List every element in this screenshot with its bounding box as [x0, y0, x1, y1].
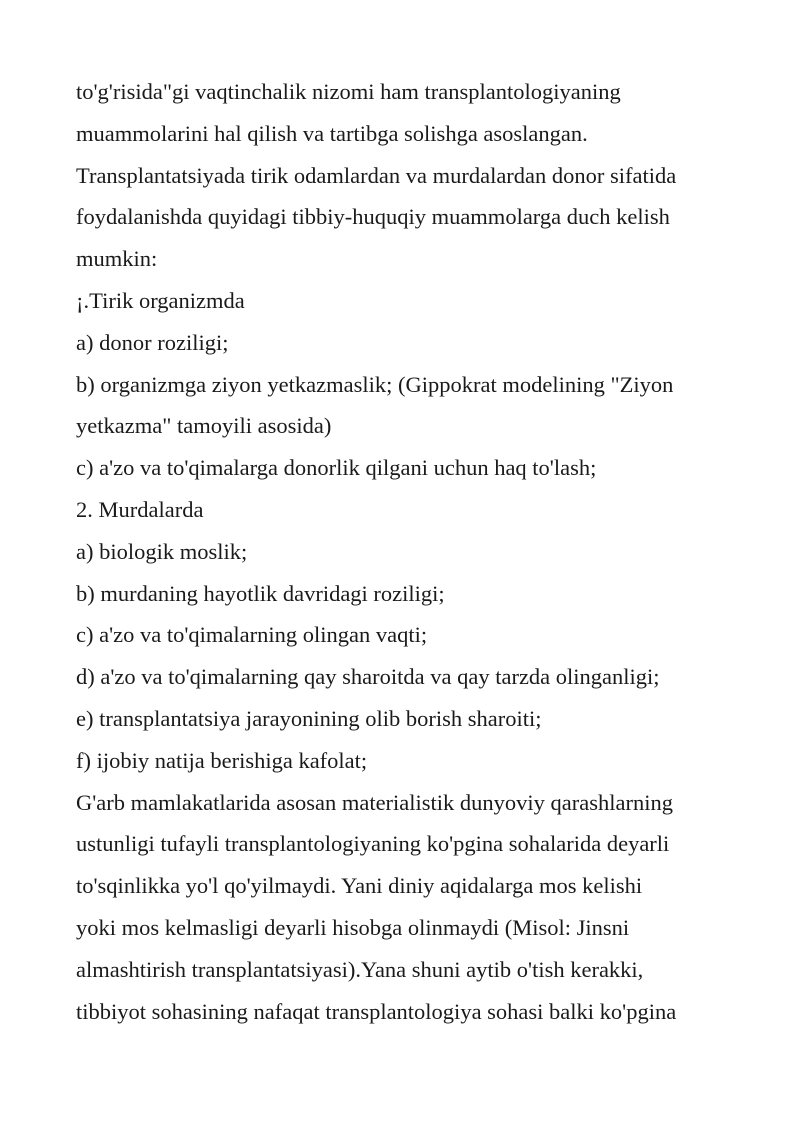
- section-heading-2: 2. Murdalarda: [76, 496, 204, 522]
- text-line: mumkin:: [76, 246, 158, 272]
- text-line: to'sqinlikka yo'l qo'yilmaydi. Yani diniy aqidalarga mos kelishi: [76, 873, 643, 899]
- text-line: almashtirish transplantatsiyasi).Yana shuni aytib o'tish kerakki,: [76, 956, 644, 982]
- text-line: tibbiyot sohasining nafaqat transplantologiya sohasi balki ko'pgina: [76, 998, 677, 1024]
- text-line: ustunligi tufayli transplantologiyaning ko'pgina sohalarida deyarli: [76, 831, 670, 857]
- text-line: yoki mos kelmasligi deyarli hisobga olinmaydi (Misol: Jinsni: [76, 914, 630, 940]
- list-item: c) a'zo va to'qimalarga donorlik qilgani uchun haq to'lash;: [76, 455, 597, 481]
- text-line: G'arb mamlakatlarida asosan materialistik dunyoviy qarashlarning: [76, 789, 673, 815]
- text-line: muammolarini hal qilish va tartibga solishga asoslangan.: [76, 120, 588, 146]
- list-item: a) donor roziligi;: [76, 329, 229, 355]
- text-line: foydalanishda quyidagi tibbiy-huquqiy muammolarga duch kelish: [76, 204, 670, 230]
- section-heading-1: ¡.Tirik organizmda: [76, 287, 245, 313]
- list-item: b) organizmga ziyon yetkazmaslik; (Gippokrat modelining "Ziyon: [76, 371, 674, 397]
- list-item: a) biologik moslik;: [76, 538, 248, 564]
- text-line: to'g'risida"gi vaqtinchalik nizomi ham transplantologiyaning: [76, 79, 621, 104]
- list-item: b) murdaning hayotlik davridagi roziligi;: [76, 580, 445, 606]
- list-item: d) a'zo va to'qimalarning qay sharoitda va qay tarzda olinganligi;: [76, 664, 660, 690]
- list-item: e) transplantatsiya jarayonining olib borish sharoiti;: [76, 705, 542, 731]
- list-item: c) a'zo va to'qimalarning olingan vaqti;: [76, 622, 428, 648]
- list-item-continuation: yetkazma" tamoyili asosida): [76, 413, 332, 439]
- text-line: Transplantatsiyada tirik odamlardan va murdalardan donor sifatida: [76, 162, 677, 188]
- list-item: f) ijobiy natija berishiga kafolat;: [76, 747, 368, 773]
- document-page: [76, 71, 756, 1032]
